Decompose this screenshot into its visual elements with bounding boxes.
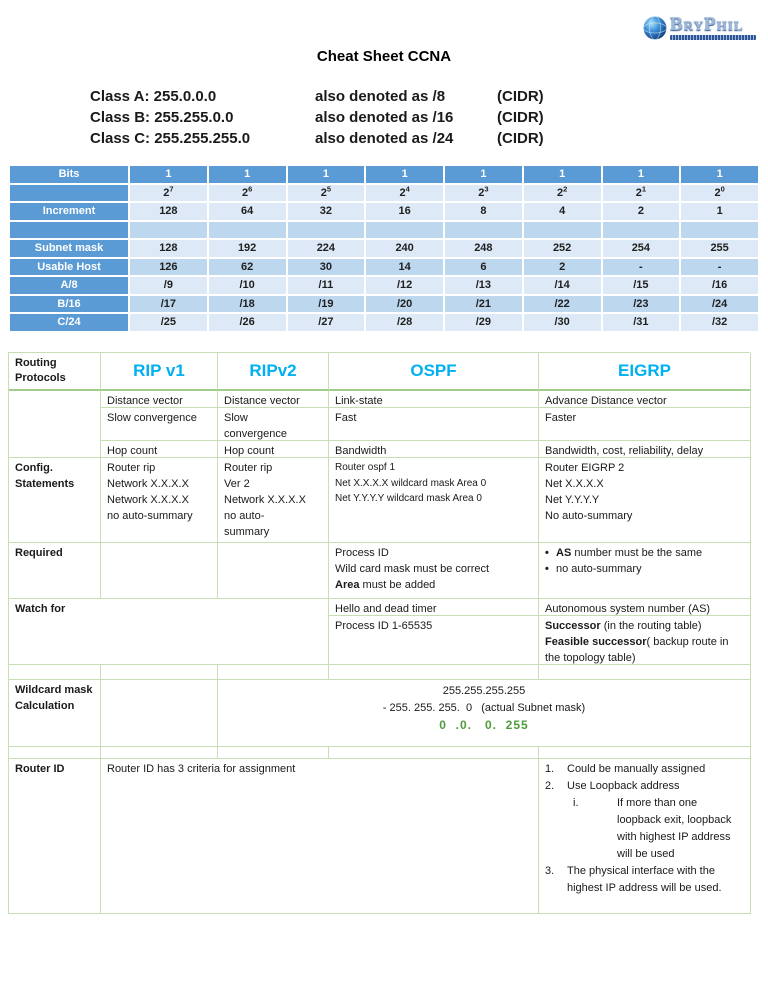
bits-cell: /27 bbox=[288, 314, 365, 331]
bits-cell: /25 bbox=[130, 314, 207, 331]
routing-header-row bbox=[9, 353, 750, 391]
router-id-subitem-i bbox=[545, 795, 744, 863]
bits-cell: $2^5$ bbox=[288, 185, 365, 202]
bits-cell: /31 bbox=[603, 314, 680, 331]
bits-row-label: C/24 bbox=[10, 314, 128, 331]
text-line: no auto-summary bbox=[107, 510, 193, 522]
bits-cell: 4 bbox=[524, 203, 601, 220]
characteristic-cell bbox=[101, 441, 218, 458]
bits-cell: /9 bbox=[130, 277, 207, 294]
bits-cell: 1 bbox=[603, 166, 680, 183]
bits-cell: /18 bbox=[209, 296, 286, 313]
bits-cell: 255 bbox=[681, 240, 758, 257]
text-line: Link-state bbox=[335, 395, 383, 407]
text-line: Statements bbox=[15, 478, 75, 490]
wildcard-result-line: 0 .0. 0. 255 bbox=[439, 718, 529, 732]
class-a-mask: Class A: 255.0.0.0 bbox=[90, 88, 217, 105]
bits-cell: /23 bbox=[603, 296, 680, 313]
router-id-eigrp bbox=[539, 759, 751, 914]
watch-feasible-rest: ( backup route in the topology table) bbox=[545, 636, 729, 664]
required-ripv2 bbox=[218, 543, 329, 599]
watch-eigrp-successor bbox=[545, 618, 744, 634]
text-line: Net X.X.X.X wildcard mask Area 0 bbox=[335, 477, 487, 489]
bryphil-logo bbox=[642, 15, 756, 41]
router-id-middle: Router ID has 3 criteria for assignment bbox=[101, 759, 539, 914]
bits-cell: /22 bbox=[524, 296, 601, 313]
router-id-item-3 bbox=[545, 863, 744, 897]
class-c-denoted: also denoted as /24 bbox=[315, 130, 454, 147]
required-eigrp-item1 bbox=[545, 545, 744, 561]
class-a-cidr: (CIDR) bbox=[497, 88, 544, 105]
router-id-subitem-i-text: If more than one loopback exit, loopback with highest IP address will be used bbox=[617, 797, 732, 860]
class-b-cidr: (CIDR) bbox=[497, 109, 544, 126]
logo-tagline-bar bbox=[670, 35, 756, 40]
bits-row-label: A/8 bbox=[10, 277, 128, 294]
bits-cell: 240 bbox=[366, 240, 443, 257]
text-line: Hop count bbox=[224, 445, 275, 457]
watch-for-rows bbox=[9, 599, 750, 665]
router-id-item-1 bbox=[545, 761, 744, 778]
bits-cell: 64 bbox=[209, 203, 286, 220]
bits-cell: $2^2$ bbox=[524, 185, 601, 202]
wildcard-calculation bbox=[218, 680, 751, 747]
class-b-denoted: also denoted as /16 bbox=[315, 109, 454, 126]
text-line: Bandwidth, cost, reliability, delay bbox=[545, 445, 704, 457]
bits-cell: 6 bbox=[445, 259, 522, 276]
characteristic-cell bbox=[101, 391, 218, 408]
required-ospf-area-line bbox=[335, 577, 532, 593]
watch-successor-rest: (in the routing table) bbox=[600, 620, 702, 632]
bits-cell bbox=[130, 222, 207, 239]
required-eigrp-item1-rest: number must be the same bbox=[571, 547, 703, 559]
text-line: Net X.X.X.X bbox=[545, 478, 604, 490]
text-line: Router rip bbox=[224, 462, 273, 474]
bits-cell: /24 bbox=[681, 296, 758, 313]
bits-cell: 1 bbox=[681, 203, 758, 220]
protocol-header-eigrp: EIGRP bbox=[539, 353, 751, 391]
spacer-cell bbox=[9, 747, 101, 759]
bits-cell: $2^4$ bbox=[366, 185, 443, 202]
class-c-cidr: (CIDR) bbox=[497, 130, 544, 147]
wildcard-empty-cell bbox=[101, 680, 218, 747]
bits-cell: /12 bbox=[366, 277, 443, 294]
bits-cell: /28 bbox=[366, 314, 443, 331]
text-line: no auto- bbox=[224, 510, 265, 522]
bits-cell bbox=[209, 222, 286, 239]
text-line: Network X.X.X.X bbox=[107, 478, 189, 490]
characteristic-cell bbox=[218, 391, 329, 408]
bits-cell: 62 bbox=[209, 259, 286, 276]
text-line: Hop count bbox=[107, 445, 158, 457]
routing-header-label bbox=[9, 353, 101, 391]
watch-successor-bold: Successor bbox=[545, 620, 601, 632]
characteristic-cell bbox=[539, 441, 751, 458]
required-eigrp-item1-bold: AS bbox=[556, 547, 572, 559]
config-ripv1 bbox=[101, 458, 218, 543]
spacer-cell bbox=[329, 665, 539, 680]
config-label bbox=[9, 458, 101, 543]
bits-row-label: Subnet mask bbox=[10, 240, 128, 257]
page-title: Cheat Sheet CCNA bbox=[316, 48, 452, 65]
spacer-cell bbox=[101, 665, 218, 680]
bits-cell: 1 bbox=[445, 166, 522, 183]
bits-cell: /11 bbox=[288, 277, 365, 294]
bits-row-label: B/16 bbox=[10, 296, 128, 313]
bits-cell: 254 bbox=[603, 240, 680, 257]
class-c-mask: Class C: 255.255.255.0 bbox=[90, 130, 251, 147]
router-id-item-1-marker: 1. bbox=[545, 763, 555, 775]
text-line: No auto-summary bbox=[545, 510, 633, 522]
bits-cell: $2^3$ bbox=[445, 185, 522, 202]
bits-cell: 16 bbox=[366, 203, 443, 220]
bits-cell: $2^7$ bbox=[130, 185, 207, 202]
bits-cell: $2^1$ bbox=[603, 185, 680, 202]
bits-cell: 248 bbox=[445, 240, 522, 257]
watch-eigrp-feasible bbox=[545, 634, 744, 666]
bits-cell bbox=[366, 222, 443, 239]
router-id-item-1-text: Could be manually assigned bbox=[567, 763, 706, 775]
watch-eigrp-row1: Autonomous system number (AS) bbox=[539, 599, 751, 616]
bits-cell: /13 bbox=[445, 277, 522, 294]
bits-cell: 1 bbox=[681, 166, 758, 183]
watch-eigrp-row2 bbox=[539, 616, 751, 665]
bits-cell: /17 bbox=[130, 296, 207, 313]
characteristic-cell bbox=[539, 391, 751, 408]
config-ospf bbox=[329, 458, 539, 543]
bits-cell bbox=[288, 222, 365, 239]
bits-cell bbox=[603, 222, 680, 239]
bits-cell: 1 bbox=[524, 166, 601, 183]
text-line: Config. bbox=[15, 462, 53, 474]
class-list bbox=[90, 89, 597, 148]
text-line: Wild card mask must be correct bbox=[335, 563, 490, 575]
text-line: convergence bbox=[224, 428, 287, 440]
text-line: Net Y.Y.Y.Y bbox=[545, 494, 600, 506]
wildcard-label-line1: Wildcard mask bbox=[15, 684, 93, 696]
text-line: Network X.X.X.X bbox=[107, 494, 189, 506]
subnet-bits-table bbox=[10, 166, 758, 331]
bits-row-label bbox=[10, 222, 128, 239]
logo-wordmark: BryPhil bbox=[670, 14, 744, 35]
text-line: Distance vector bbox=[107, 395, 183, 407]
characteristics-label-cell bbox=[9, 391, 101, 458]
bits-cell: 2 bbox=[524, 259, 601, 276]
wildcard-label bbox=[9, 680, 101, 747]
bits-cell: 1 bbox=[130, 166, 207, 183]
text-line: Router rip bbox=[107, 462, 156, 474]
bits-cell: 128 bbox=[130, 203, 207, 220]
characteristic-cell bbox=[218, 441, 329, 458]
bits-cell: 192 bbox=[209, 240, 286, 257]
bits-cell bbox=[681, 222, 758, 239]
watch-ospf-row2: Process ID 1-65535 bbox=[329, 616, 539, 665]
spacer-cell bbox=[101, 747, 218, 759]
router-id-item-3-text: The physical interface with the highest IP address will be used. bbox=[567, 865, 722, 894]
bits-cell: 128 bbox=[130, 240, 207, 257]
bits-cell bbox=[445, 222, 522, 239]
text-line: Router ospf 1 bbox=[335, 462, 396, 473]
globe-icon bbox=[642, 15, 668, 41]
text-line: Slow bbox=[224, 412, 248, 424]
config-statements-row bbox=[9, 458, 750, 543]
bits-row-label bbox=[10, 185, 128, 202]
bits-cell: - bbox=[603, 259, 680, 276]
characteristics-rows bbox=[9, 391, 750, 458]
required-eigrp-item2: • no auto-summary bbox=[545, 561, 744, 577]
config-eigrp bbox=[539, 458, 751, 543]
class-a-denoted: also denoted as /8 bbox=[315, 88, 446, 105]
bits-cell: /30 bbox=[524, 314, 601, 331]
bits-row-label: Increment bbox=[10, 203, 128, 220]
class-b-mask: Class B: 255.255.0.0 bbox=[90, 109, 234, 126]
router-id-item-2-marker: 2. bbox=[545, 780, 555, 792]
required-eigrp bbox=[539, 543, 751, 599]
text-line: Advance Distance vector bbox=[545, 395, 667, 407]
spacer-cell bbox=[539, 665, 751, 680]
bits-cell: /19 bbox=[288, 296, 365, 313]
characteristic-cell bbox=[329, 408, 539, 441]
bits-cell: 224 bbox=[288, 240, 365, 257]
text-line: Net Y.Y.Y.Y wildcard mask Area 0 bbox=[335, 493, 482, 504]
required-ospf-area-bold: Area bbox=[335, 579, 360, 591]
required-ripv1 bbox=[101, 543, 218, 599]
spacer-cell bbox=[329, 747, 539, 759]
text-line: Ver 2 bbox=[224, 478, 250, 490]
bits-cell: 14 bbox=[366, 259, 443, 276]
bits-row-label: Usable Host bbox=[10, 259, 128, 276]
router-id-item-2-text: Use Loopback address bbox=[567, 780, 680, 792]
text-line: Router EIGRP 2 bbox=[545, 462, 625, 474]
spacer-row-2 bbox=[9, 747, 750, 759]
text-line: Process ID bbox=[335, 547, 389, 559]
characteristic-cell bbox=[539, 408, 751, 441]
bits-cell: 1 bbox=[209, 166, 286, 183]
bits-cell: /29 bbox=[445, 314, 522, 331]
routing-header-label-line2: Protocols bbox=[15, 372, 66, 384]
spacer-cell bbox=[539, 747, 751, 759]
required-label: Required bbox=[9, 543, 101, 599]
characteristic-cell bbox=[101, 408, 218, 441]
bits-cell: /15 bbox=[603, 277, 680, 294]
characteristic-cell bbox=[329, 391, 539, 408]
wildcard-label-line2: Calculation bbox=[15, 700, 75, 712]
wildcard-line1: 255.255.255.255 bbox=[442, 685, 526, 697]
bits-cell: 1 bbox=[288, 166, 365, 183]
router-id-label: Router ID bbox=[9, 759, 101, 914]
spacer-cell bbox=[9, 665, 101, 680]
router-id-row bbox=[9, 759, 750, 914]
characteristic-cell bbox=[329, 441, 539, 458]
bits-cell: $2^6$ bbox=[209, 185, 286, 202]
routing-header-label-line1: Routing bbox=[15, 357, 57, 369]
required-row bbox=[9, 543, 750, 599]
bits-cell: /10 bbox=[209, 277, 286, 294]
bits-cell: 2 bbox=[603, 203, 680, 220]
text-line: Faster bbox=[545, 412, 577, 424]
protocol-header-ripv1: RIP v1 bbox=[101, 353, 218, 391]
bits-cell: 8 bbox=[445, 203, 522, 220]
bits-row-label: Bits bbox=[10, 166, 128, 183]
spacer-cell bbox=[218, 747, 329, 759]
required-ospf-area-rest: must be added bbox=[359, 579, 436, 591]
router-id-subitem-i-marker: i. bbox=[573, 797, 579, 809]
bits-cell: 126 bbox=[130, 259, 207, 276]
bits-cell: 30 bbox=[288, 259, 365, 276]
text-line: Distance vector bbox=[224, 395, 300, 407]
text-line: Bandwidth bbox=[335, 445, 387, 457]
bits-cell: /20 bbox=[366, 296, 443, 313]
spacer-row-1 bbox=[9, 665, 750, 680]
required-ospf bbox=[329, 543, 539, 599]
bits-cell: 1 bbox=[366, 166, 443, 183]
bits-cell bbox=[524, 222, 601, 239]
bits-cell: /14 bbox=[524, 277, 601, 294]
router-id-item-2 bbox=[545, 778, 744, 795]
characteristic-cell bbox=[218, 408, 329, 441]
protocol-header-ospf: OSPF bbox=[329, 353, 539, 391]
wildcard-mask-row bbox=[9, 680, 750, 747]
bits-cell: - bbox=[681, 259, 758, 276]
routing-protocols-table bbox=[8, 352, 750, 914]
watch-ospf-row1: Hello and dead timer bbox=[329, 599, 539, 616]
bits-cell: /32 bbox=[681, 314, 758, 331]
bits-cell: 32 bbox=[288, 203, 365, 220]
watch-feasible-bold: Feasible successor bbox=[545, 636, 647, 648]
router-id-item-3-marker: 3. bbox=[545, 865, 555, 877]
bits-cell: /21 bbox=[445, 296, 522, 313]
text-line: Fast bbox=[335, 412, 357, 424]
bits-cell: 252 bbox=[524, 240, 601, 257]
protocol-header-ripv2: RIPv2 bbox=[218, 353, 329, 391]
wildcard-line2: - 255. 255. 255. 0 (actual Subnet mask) bbox=[382, 702, 586, 714]
text-line: Network X.X.X.X bbox=[224, 494, 306, 506]
text-line: Slow convergence bbox=[107, 412, 197, 424]
watch-label: Watch for bbox=[9, 599, 329, 665]
required-ospf-lines bbox=[335, 545, 532, 577]
bits-cell: /16 bbox=[681, 277, 758, 294]
config-ripv2 bbox=[218, 458, 329, 543]
bits-cell: /26 bbox=[209, 314, 286, 331]
spacer-cell bbox=[218, 665, 329, 680]
text-line: summary bbox=[224, 526, 270, 538]
bits-cell: $2^0$ bbox=[681, 185, 758, 202]
